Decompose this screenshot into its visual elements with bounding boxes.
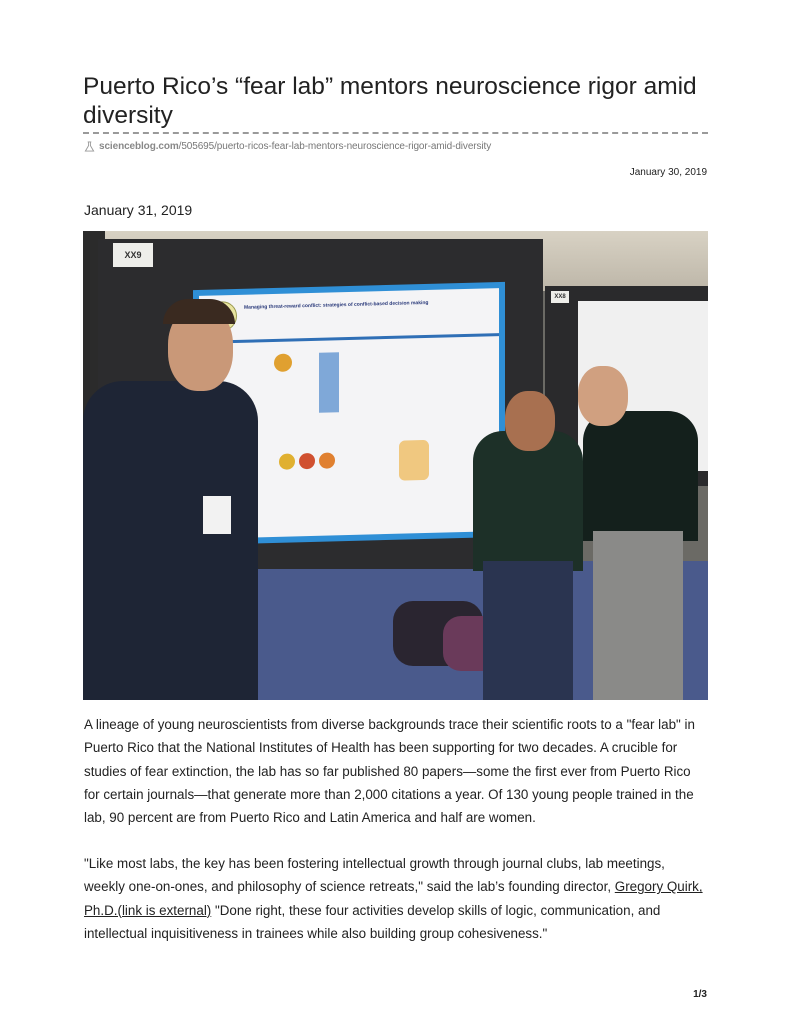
quote-text-before: "Like most labs, the key has been fostering intellectual growth through journal clubs, lab meetings, weekly one-on-ones, and philosophy of science retreats," said the lab’s founding director, (84, 856, 665, 895)
poster-title: Managing threat-reward conflict: strategies of conflict-based decision making (244, 299, 429, 311)
source-url[interactable] (84, 141, 491, 152)
article-date: January 31, 2019 (84, 202, 193, 218)
person-center (473, 431, 583, 571)
article-title: Puerto Rico’s “fear lab” mentors neuroscience rigor amid diversity (83, 73, 697, 129)
source-path: /505695/puerto-ricos-fear-lab-mentors-neuroscience-rigor-amid-diversity (178, 141, 492, 152)
gregory-quirk-link[interactable]: Gregory Quirk, Ph.D.(link is external) (84, 879, 703, 918)
person-left (83, 381, 258, 700)
flask-icon (84, 141, 95, 152)
person-right (583, 411, 698, 541)
quote-text-after: "Done right, these four activities develop skills of logic, communication, and intellectual inquisitiveness in trainees while also building group cohesiveness." (84, 902, 661, 941)
paragraph-intro: A lineage of young neuroscientists from diverse backgrounds trace their scientific roots to a "fear lab" in Puerto Rico that the National Institutes of Health has been supporting for two decades. A crucible for studies of fear extinction, the lab has so far published 80 papers—some the first ever from Puerto Rico for certain journals—that generate more than 2,000 citations a year. Of 130 young people trained in the lab, 90 percent are from Puerto Rico and Latin America and half are women. (84, 717, 695, 826)
paragraph-quote (84, 852, 709, 945)
article-photo (83, 231, 708, 700)
source-domain: scienceblog.com (99, 141, 179, 152)
booth-label-xx9: XX9 (113, 243, 153, 267)
title-divider (83, 132, 708, 134)
page-number: 1/3 (693, 989, 707, 1000)
print-date: January 30, 2019 (629, 167, 707, 178)
booth-label-xx8: XX8 (551, 291, 569, 303)
